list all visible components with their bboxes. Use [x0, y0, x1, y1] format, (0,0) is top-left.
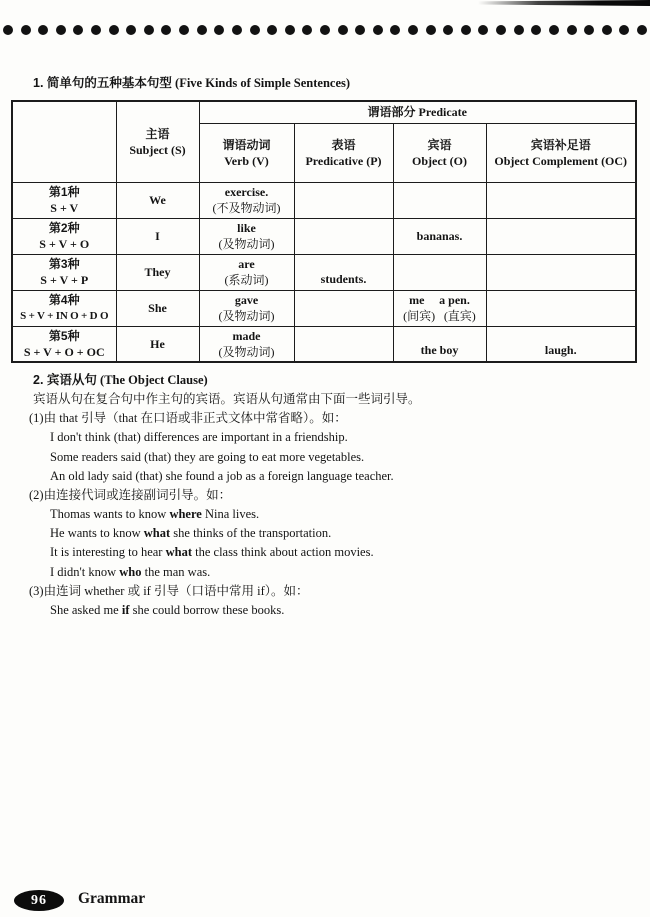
section2-object-clause [0, 371, 650, 620]
header-predicate-zh: 谓语部分 [367, 105, 416, 120]
example-sentence: She asked me if she could borrow these books. [50, 602, 285, 617]
table-row-4 [12, 290, 636, 326]
dot [267, 25, 277, 35]
predicative-cell [294, 326, 393, 362]
verb-cell: gave (及物动词) [199, 290, 294, 326]
dot [285, 25, 295, 35]
page-corner-mark [478, 0, 650, 7]
pattern-label-cell: 第5种 S + V + O + OC [12, 326, 116, 362]
object-complement-cell [486, 254, 636, 290]
verb-cell: exercise. (不及物动词) [199, 182, 294, 218]
object-cell [393, 182, 486, 218]
dot [496, 25, 506, 35]
dot [179, 25, 189, 35]
object-complement-cell: laugh. [486, 326, 636, 362]
dot [126, 25, 136, 35]
table-row-2 [12, 218, 636, 254]
object-cell [393, 254, 486, 290]
section2-title-en: (The Object Clause) [96, 373, 208, 387]
table-row-5 [12, 326, 636, 362]
subject-cell: We [116, 182, 199, 218]
example-sentence: I didn't know who the man was. [50, 564, 211, 579]
dot [478, 25, 488, 35]
header-predicative: 表语 Predicative (P) [294, 123, 393, 182]
verb-cell: like (及物动词) [199, 218, 294, 254]
section2-title [33, 371, 650, 390]
predicative-cell [294, 182, 393, 218]
example-sentence: Thomas wants to know where Nina lives. [50, 507, 260, 522]
pattern-label-cell: 第1种 S + V [12, 182, 116, 218]
example-sentence: An old lady said (that) she found a job as a foreign language teacher. [50, 468, 394, 483]
object-complement-cell [486, 182, 636, 218]
dot [567, 25, 577, 35]
subject-cell: I [116, 218, 199, 254]
verb-cell: made (及物动词) [199, 326, 294, 362]
dot [461, 25, 471, 35]
corner-cell [12, 101, 116, 182]
header-object-complement: 宾语补足语 Object Complement (OC) [486, 123, 636, 182]
dot [619, 25, 629, 35]
table-row-1 [12, 182, 636, 218]
dot [426, 25, 436, 35]
dot [320, 25, 330, 35]
subject-cell: She [116, 290, 199, 326]
object-complement-cell [486, 290, 636, 326]
predicative-cell [294, 290, 393, 326]
dotted-divider [3, 25, 647, 35]
object-cell: the boy [393, 326, 486, 362]
header-predicate [199, 101, 636, 123]
footer-section-label: Grammar [78, 890, 146, 907]
predicative-cell [294, 218, 393, 254]
dot [91, 25, 101, 35]
predicative-cell: students. [294, 254, 393, 290]
subject-cell: They [116, 254, 199, 290]
dot [584, 25, 594, 35]
subject-cell: He [116, 326, 199, 362]
section1-title-zh: 1. 简单句的五种基本句型 [33, 76, 172, 90]
pattern-label-cell: 第3种 S + V + P [12, 254, 116, 290]
dot [637, 25, 647, 35]
dot [3, 25, 13, 35]
dot [56, 25, 66, 35]
header-subject [116, 101, 199, 182]
dot [408, 25, 418, 35]
example-sentence: I don't think (that) differences are important in a friendship. [50, 430, 348, 445]
header-object: 宾语 Object (O) [393, 123, 486, 182]
object-cell: me a pen. (间宾) (直宾) [393, 290, 486, 326]
example-sentence: Some readers said (that) they are going to eat more vegetables. [50, 449, 365, 464]
dot [514, 25, 524, 35]
header-verb: 谓语动词 Verb (V) [199, 123, 294, 182]
dot [161, 25, 171, 35]
table-row-3 [12, 254, 636, 290]
dot [355, 25, 365, 35]
dot [197, 25, 207, 35]
numbered-item-3: (3)由连词 whether 或 if 引导（口语中常用 if）。如： [29, 583, 309, 598]
header-predicate-en: Predicate [415, 105, 467, 120]
dot [21, 25, 31, 35]
dot [214, 25, 224, 35]
numbered-item-1: (1)由 that 引导（that 在口语或非正式文体中常省略）。如： [29, 411, 347, 426]
sentence-pattern-table [11, 100, 637, 363]
section2-intro: 宾语从句在复合句中作主句的宾语。宾语从句通常由下面一些词引导。 [33, 392, 421, 407]
dot [373, 25, 383, 35]
header-subject-en: Subject (S) [129, 142, 186, 157]
dot [531, 25, 541, 35]
dot [109, 25, 119, 35]
dot [38, 25, 48, 35]
dot [73, 25, 83, 35]
dot [549, 25, 559, 35]
example-sentence: He wants to know what she thinks of the transportation. [50, 526, 332, 541]
header-subject-zh: 主语 [145, 126, 170, 141]
dot [232, 25, 242, 35]
dot [144, 25, 154, 35]
object-cell: bananas. [393, 218, 486, 254]
dot [443, 25, 453, 35]
pattern-label-cell: 第4种 S + V + IN O + D O [12, 290, 116, 326]
section1-title-en: (Five Kinds of Simple Sentences) [171, 76, 351, 90]
page-number-badge: 96 [14, 890, 64, 911]
object-complement-cell [486, 218, 636, 254]
section2-title-zh: 2. 宾语从句 [33, 373, 97, 387]
section1-title [33, 73, 350, 91]
verb-cell: are (系动词) [199, 254, 294, 290]
dot [602, 25, 612, 35]
pattern-label-cell: 第2种 S + V + O [12, 218, 116, 254]
example-sentence: It is interesting to hear what the class think about action movies. [50, 545, 374, 560]
dot [250, 25, 260, 35]
dot [302, 25, 312, 35]
numbered-item-2: (2)由连接代词或连接副词引导。如： [29, 487, 232, 502]
dot [390, 25, 400, 35]
dot [338, 25, 348, 35]
